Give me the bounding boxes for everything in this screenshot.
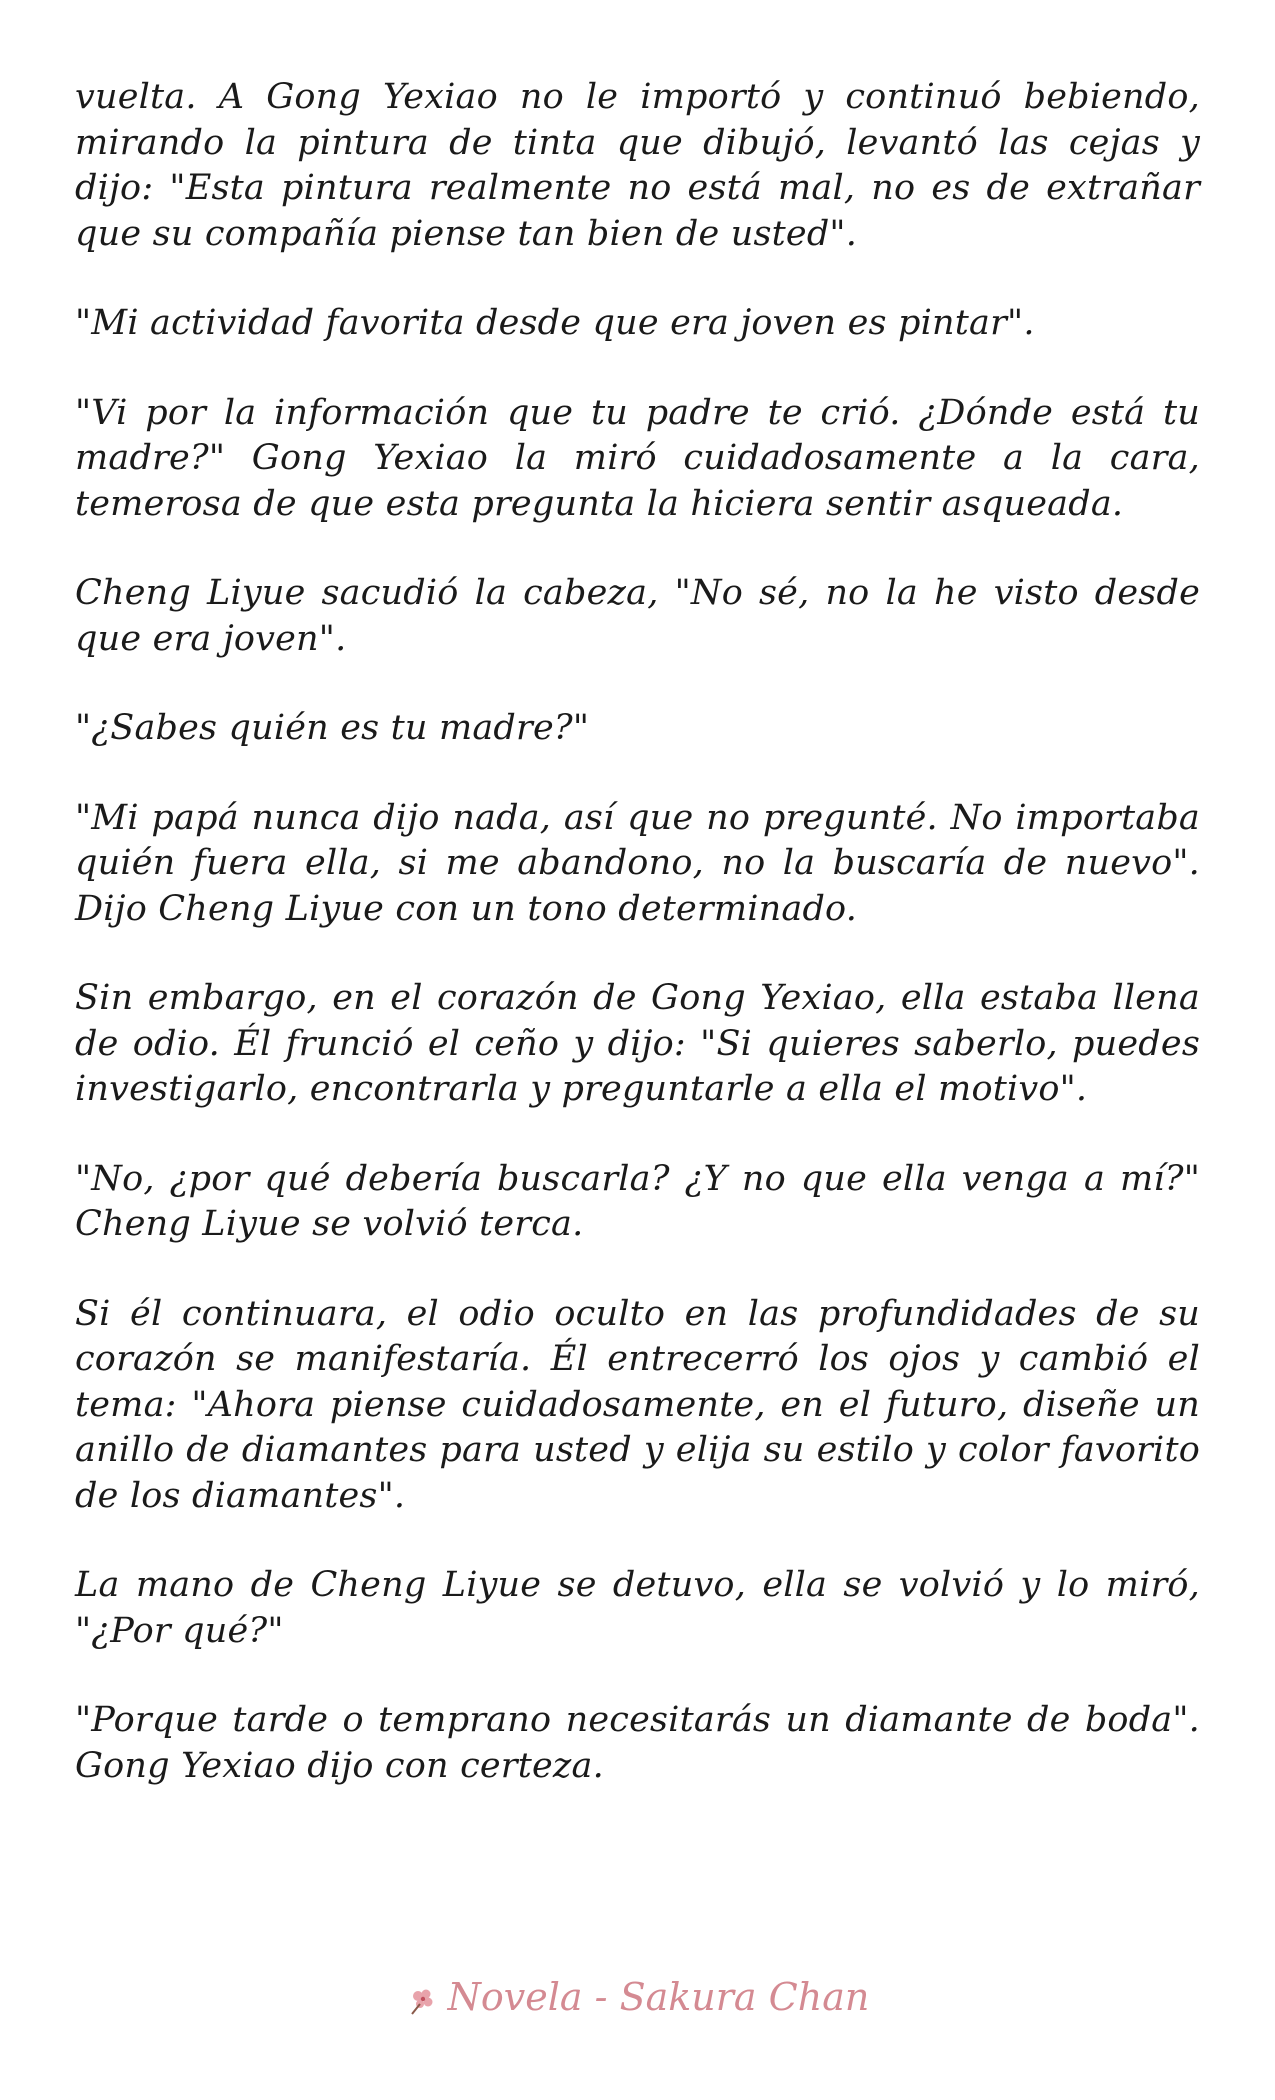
paragraph-6: "Mi papá nunca dijo nada, así que no pregunté. No importaba quién fuera ella, si me abandono, no la buscaría de nuevo". Dijo Cheng Liyue con un tono determinado. xyxy=(75,797,1200,929)
paragraph-4: Cheng Liyue sacudió la cabeza, "No sé, no la he visto desde que era joven". xyxy=(75,573,1200,659)
paragraph-8: "No, ¿por qué debería buscarla? ¿Y no que ella venga a mí?" Cheng Liyue se volvió terca. xyxy=(75,1158,1200,1244)
watermark-text: Novela - Sakura Chan xyxy=(447,1975,870,2019)
paragraph-5: "¿Sabes quién es tu madre?" xyxy=(75,708,590,748)
paragraph-9: Si él continuara, el odio oculto en las profundidades de su corazón se manifestaría. Él entrecerró los ojos y cambió el tema: "Ahora piense cuidadosamente, en el futuro, diseñe un anillo de diamantes para usted y elija su estilo y color favorito de los diamantes". xyxy=(75,1293,1200,1516)
paragraph-11: "Porque tarde o temprano necesitarás un diamante de boda". Gong Yexiao dijo con certeza. xyxy=(75,1700,1200,1786)
document-body xyxy=(75,75,1200,1833)
watermark-footer xyxy=(0,1975,1275,2019)
paragraph-7: Sin embargo, en el corazón de Gong Yexiao, ella estaba llena de odio. Él frunció el ceño y dijo: "Si quieres saberlo, puedes investigarlo, encontrarla y preguntarle a ella el motivo". xyxy=(75,978,1200,1109)
sakura-blossom-icon xyxy=(406,1984,440,2018)
paragraph-2: "Mi actividad favorita desde que era joven es pintar". xyxy=(75,303,1035,343)
paragraph-1: vuelta. A Gong Yexiao no le importó y continuó bebiendo, mirando la pintura de tinta que dibujó, levantó las cejas y dijo: "Esta pintura realmente no está mal, no es de extrañar que su compañía piense tan bien de usted". xyxy=(75,77,1200,254)
paragraph-10: La mano de Cheng Liyue se detuvo, ella se volvió y lo miró, "¿Por qué?" xyxy=(75,1565,1200,1651)
paragraph-3: "Vi por la información que tu padre te crió. ¿Dónde está tu madre?" Gong Yexiao la miró cuidadosamente a la cara, temerosa de que esta pregunta la hiciera sentir asqueada. xyxy=(75,392,1200,524)
